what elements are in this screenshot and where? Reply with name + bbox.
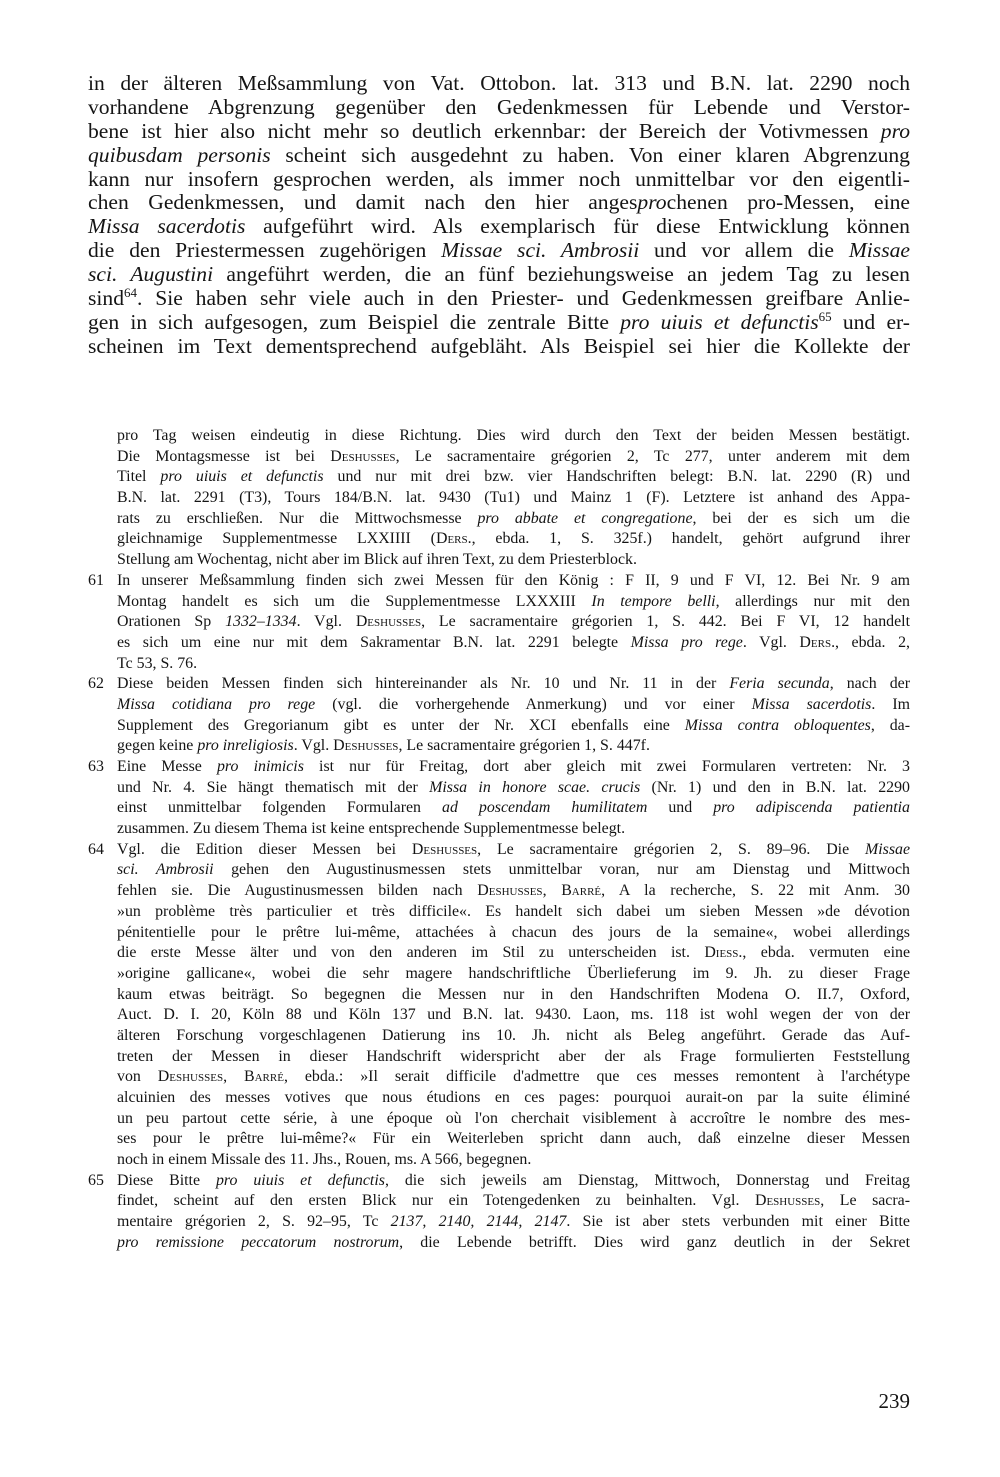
footnote-number: 61 (88, 571, 104, 589)
main-text-line: Missa sacerdotis aufgeführt wird. Als exemplarisch für diese Entwicklung können (88, 214, 910, 239)
footnote-line: »un problème très particulier et très difficile«. Es handelt sich dabei um sieben Messen »de dévotion (117, 902, 910, 920)
main-text-line: vorhandene Abgrenzung gegenüber den Gedenkmessen für Lebende und Verstor- (88, 94, 910, 119)
footnote-line: ses pour le prêtre lui-même?« Für ein Weiterleben spricht dann auch, daß einzelne dieser Messen (117, 1130, 910, 1148)
footnote-number: 62 (88, 675, 104, 693)
footnote-61 (88, 571, 910, 674)
footnote-line: gegen keine pro inreligiosis. Vgl. Deshusses, Le sacramentaire grégorien 1, S. 447f. (117, 737, 650, 755)
footnote-line: noch in einem Missale des 11. Jhs., Rouen, ms. A 566, begegnen. (117, 1151, 532, 1169)
footnote-line: pro Tag weisen eindeutig in diese Richtung. Dies wird durch den Text der beiden Messen bestätigt. (117, 427, 910, 444)
footnote-line: In unserer Meßsammlung finden sich zwei Messen für den König : F II, 9 und F VI, 12. Bei Nr. 9 am (117, 571, 910, 589)
footnote-number: 64 (88, 840, 104, 858)
footnote-line: Titel pro uiuis et defunctis und nur mit drei bzw. vier Handschriften belegt: B.N. lat. 2290 (R) und (117, 468, 911, 486)
footnote-line: Vgl. die Edition dieser Messen bei Deshusses, Le sacramentaire grégorien 2, S. 89–96. Die Missae (117, 840, 911, 858)
footnote-line: pénitentielle pour le prêtre lui-même, attachées à chacun des jours de la semaine«, wobei allerdings (117, 923, 910, 941)
main-text-line: scheinen im Text dementsprechend aufgebläht. Als Beispiel sei hier die Kollekte der (88, 333, 910, 358)
footnote-62 (88, 674, 910, 757)
footnote-line: einst unmittelbar folgenden Formularen ad poscendam humilitatem und pro adipiscenda patientia (117, 799, 911, 817)
main-text-line: gen in sich aufgesogen, zum Beispiel die zentrale Bitte pro uiuis et defunctis$^{65}$ und er- (88, 308, 910, 334)
footnote-line: Stellung am Wochentag, nicht aber im Blick auf ihren Text, zu dem Priesterblock. (117, 551, 637, 569)
footnote-line: Diese Bitte pro uiuis et defunctis, die sich jeweils am Dienstag, Mittwoch, Donnerstag und Freitag (117, 1171, 910, 1189)
footnote-line: un peu partout cette série, à une époque où l'on cherchait visiblement à accroître le nombre des mes- (117, 1109, 910, 1127)
footnote-line: B.N. lat. 2291 (T3), Tours 184/B.N. lat. 9430 (Tu1) und Mainz 1 (F). Letztere ist anhand des Appa- (117, 489, 910, 507)
footnote-line: mentaire grégorien 2, S. 92–95, Tc 2137, 2140, 2144, 2147. Sie ist aber stets verbunden mit einer Bitte (117, 1213, 910, 1231)
footnote-line: pro remissione peccatorum nostrorum, die Lebende betrifft. Dies wird ganz deutlich in der Sekret (117, 1233, 910, 1251)
footnote-65 (88, 1171, 910, 1254)
footnote-line: älteren Forschung vorgeschlagenen Datierung ins 10. Jh. nicht als Beleg angeführt. Gerade das Auf- (117, 1026, 910, 1044)
main-text-line: bene ist hier also nicht mehr so deutlich erkennbar: der Bereich der Votivmessen pro (88, 118, 910, 143)
footnote-line: Orationen Sp 1332–1334. Vgl. Deshusses, Le sacramentaire grégorien 1, S. 442. Bei F VI, 12 handelt (117, 613, 910, 631)
footnote-line: gleichnamige Supplementmesse LXXIIII (Ders., ebda. 1, S. 325f.) handelt, gehört aufgrund ihrer (117, 530, 911, 548)
footnote-line: kaum etwas beiträgt. So begegnen die Messen nur in den Handschriften Modena O. II.7, Oxford, (117, 985, 910, 1003)
main-text-line: quibusdam personis scheint sich ausgedehnt zu haben. Von einer klaren Abgrenzung (88, 142, 910, 167)
footnote-line: die erste Messe älter und von den anderen im Stil zu unterscheiden ist. Diess., ebda. vermuten eine (117, 944, 910, 962)
footnote-line: Tc 53, S. 76. (117, 654, 198, 672)
footnote-line: Missa cotidiana pro rege (vgl. die vorhergehende Anmerkung) und vor einer Missa sacerdotis. Im (117, 695, 910, 713)
footnotes-block (88, 426, 910, 1254)
footnote-line: Montag handelt es sich um die Supplementmesse LXXXIII In tempore belli, allerdings nur mit den (117, 592, 910, 610)
footnote-line: findet, scheint auf den ersten Blick nur ein Totengedenken zu beinhalten. Vgl. Deshusses, Le sacra- (117, 1192, 910, 1210)
main-text-line: in der älteren Meßsammlung von Vat. Ottobon. lat. 313 und B.N. lat. 2290 noch (88, 71, 910, 95)
main-text-line: sind$^{64}$. Sie haben sehr viele auch in den Priester- und Gedenkmessen greifbare Anlie- (88, 284, 910, 311)
footnote-line: Die Montagsmesse ist bei Deshusses, Le sacramentaire grégorien 2, Tc 277, unter anderem mit dem (117, 447, 911, 465)
footnote-line: Diese beiden Messen finden sich hintereinander als Nr. 10 und Nr. 11 in der Feria secunda, nach der (117, 675, 910, 693)
page-number: 239 (878, 1389, 910, 1413)
footnote-64 (88, 840, 910, 1171)
footnote-line: Eine Messe pro inimicis ist nur für Freitag, dort aber gleich mit zwei Formularen vertreten: Nr. 3 (117, 758, 911, 775)
footnote-line: »origine gallicane«, wobei die sehr magere handschriftliche Überlieferung im 9. Jh. zu dieser Frage (117, 964, 910, 982)
main-text-block (88, 72, 910, 359)
footnote-line: es sich um eine nur mit dem Sakramentar B.N. lat. 2291 belegte Missa pro rege. Vgl. Ders., ebda. 2, (117, 633, 910, 651)
footnote-line: Auct. D. I. 20, Köln 88 und Köln 137 und B.N. lat. 9430. Laon, ms. 118 ist wohl wegen der von der (117, 1006, 910, 1024)
footnote-continuation (88, 426, 910, 571)
main-text-line: sci. Augustini angeführt werden, die an fünf beziehungsweise an jedem Tag zu lesen (88, 262, 910, 287)
footnote-line: treten der Messen in dieser Handschrift widerspricht aber der als Frage formulierten Feststellung (117, 1047, 910, 1065)
footnote-63 (88, 757, 910, 840)
footnote-line: zusammen. Zu diesem Thema ist keine entsprechende Supplementmesse belegt. (117, 820, 626, 838)
main-text-line: die den Priestermessen zugehörigen Missae sci. Ambrosii und vor allem die Missae (88, 238, 910, 263)
footnote-line: fehlen sie. Die Augustinusmessen bilden nach Deshusses, Barré, A la recherche, S. 22 mit Anm. 30 (117, 882, 910, 900)
footnote-line: sci. Ambrosii gehen den Augustinusmessen stets unmittelbar voran, nur am Dienstag und Mittwoch (117, 861, 910, 879)
footnote-number: 63 (88, 758, 104, 775)
footnote-line: Supplement des Gregorianum gibt es unter der Nr. XCI ebenfalls eine Missa contra obloquentes, da- (117, 716, 910, 734)
footnote-line: von Deshusses, Barré, ebda.: »Il serait difficile d'admettre que ces messes remontent à l'archétype (117, 1068, 910, 1086)
footnote-line: rats zu erschließen. Nur die Mittwochsmesse pro abbate et congregatione, bei der es sich um die (117, 509, 910, 527)
main-text-line: chen Gedenkmessen, und damit nach den hier angesprochenen pro-Messen, eine (88, 190, 910, 215)
footnote-number: 65 (88, 1171, 104, 1189)
footnote-line: und Nr. 4. Sie hängt thematisch mit der Missa in honore scae. crucis (Nr. 1) und den in B.N. lat. 2290 (117, 778, 911, 796)
footnote-line: alcuinien des messes votives que nous étudions en ces pages: pourquoi aurait-on par la suite éliminé (117, 1089, 910, 1106)
main-text-line: kann nur insofern gesprochen werden, als immer noch unmittelbar vor den eigentli- (88, 166, 910, 191)
